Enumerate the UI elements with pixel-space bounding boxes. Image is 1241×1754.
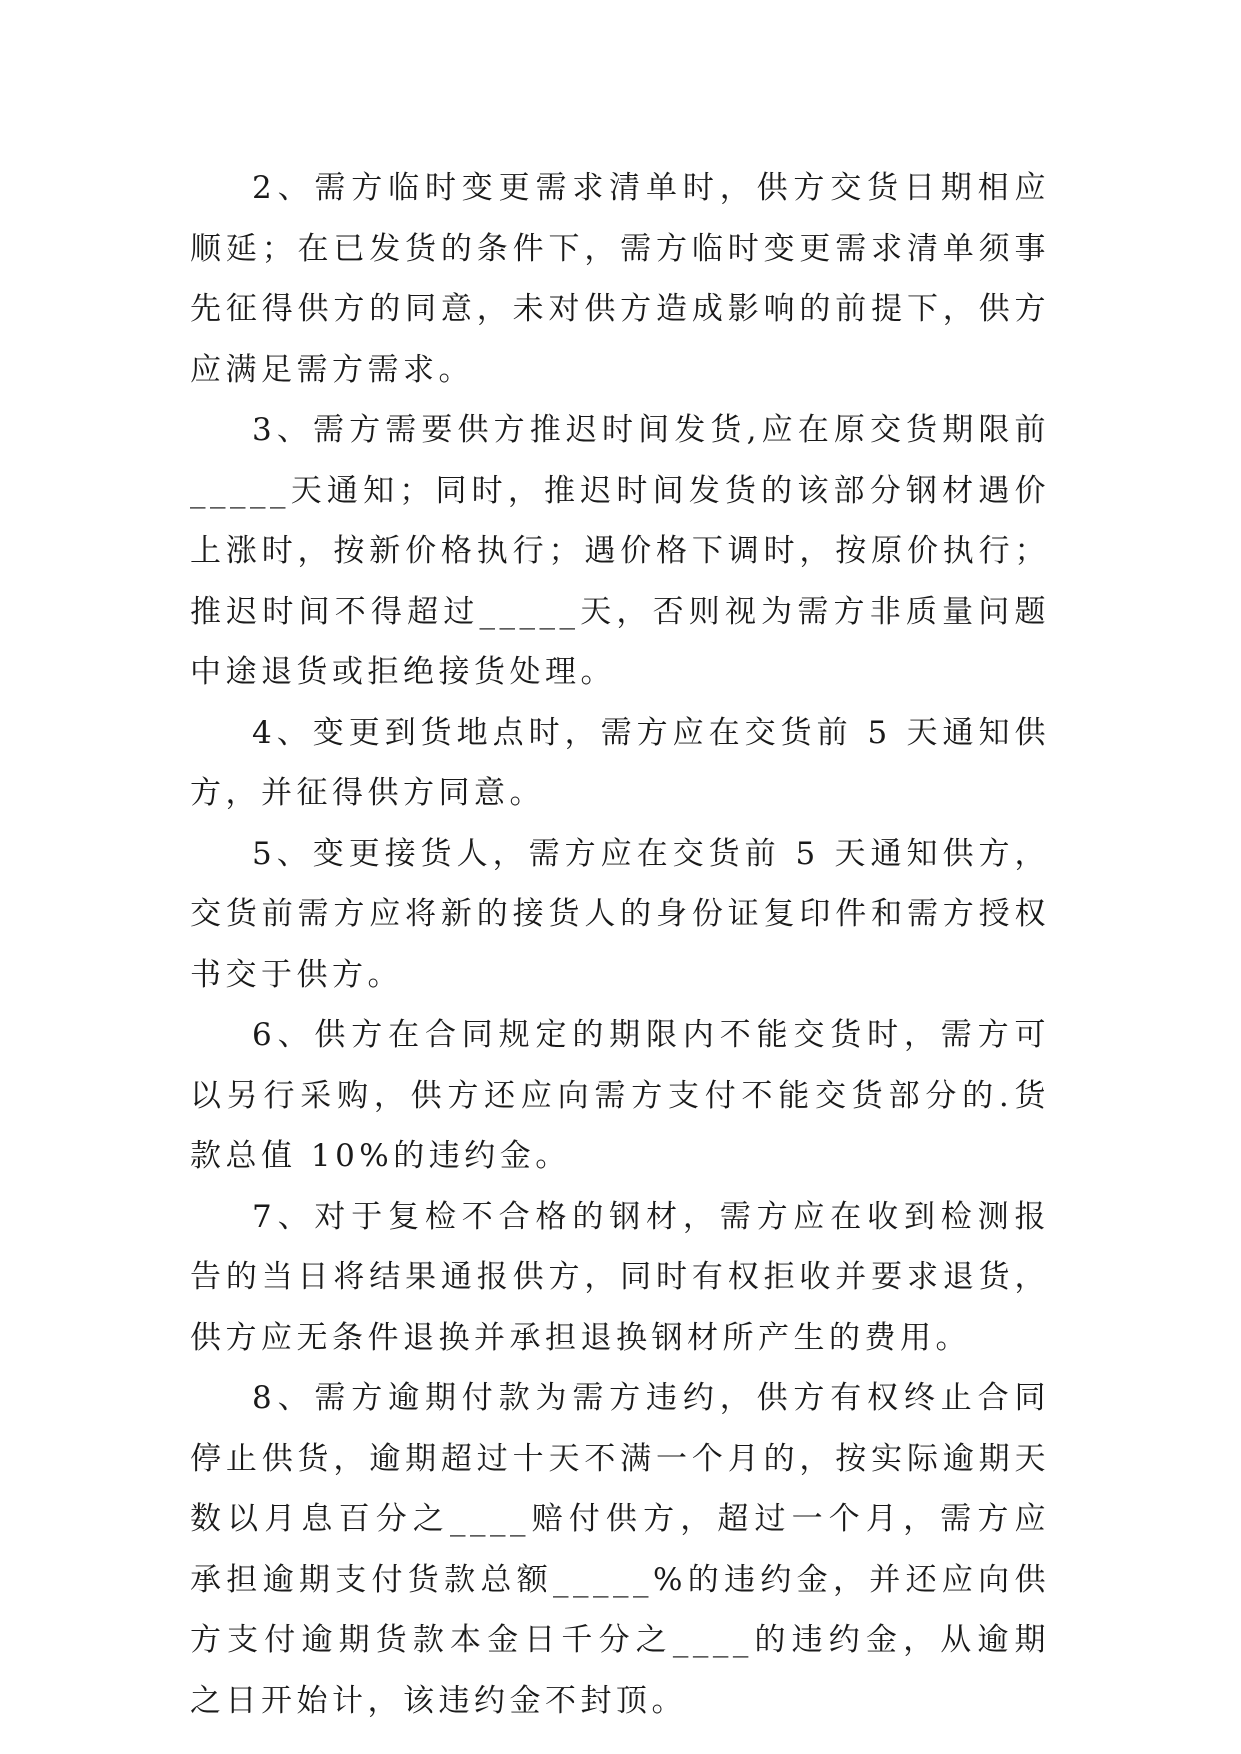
contract-text <box>190 158 1050 1731</box>
clause-8: 8、需方逾期付款为需方违约，供方有权终止合同停止供货，逾期超过十天不满一个月的，按实际逾期天数以月息百分之____赔付供方，超过一个月，需方应承担逾期支付货款总额_____%的违约金，并还应向供方支付逾期货款本金日千分之____的违约金，从逾期之日开始计，该违约金不封顶。 <box>190 1380 1050 1719</box>
clause-2: 2、需方临时变更需求清单时，供方交货日期相应顺延；在已发货的条件下，需方临时变更需求清单须事先征得供方的同意，未对供方造成影响的前提下，供方应满足需方需求。 <box>190 170 1050 388</box>
clause-4: 4、变更到货地点时，需方应在交货前 5 天通知供方，并征得供方同意。 <box>190 714 1050 811</box>
clause-7: 7、对于复检不合格的钢材，需方应在收到检测报告的当日将结果通报供方，同时有权拒收并要求退货，供方应无条件退换并承担退换钢材所产生的费用。 <box>190 1198 1050 1356</box>
clause-6: 6、供方在合同规定的期限内不能交货时，需方可以另行采购，供方还应向需方支付不能交货部分的.货款总值 10%的违约金。 <box>190 1017 1050 1174</box>
clause-3: 3、需方需要供方推迟时间发货,应在原交货期限前_____天通知；同时，推迟时间发货的该部分钢材遇价上涨时，按新价格执行；遇价格下调时，按原价执行；推迟时间不得超过_____天，否则视为需方非质量问题中途退货或拒绝接货处理。 <box>190 412 1050 690</box>
clause-5: 5、变更接货人，需方应在交货前 5 天通知供方，交货前需方应将新的接货人的身份证复印件和需方授权书交于供方。 <box>190 835 1050 993</box>
